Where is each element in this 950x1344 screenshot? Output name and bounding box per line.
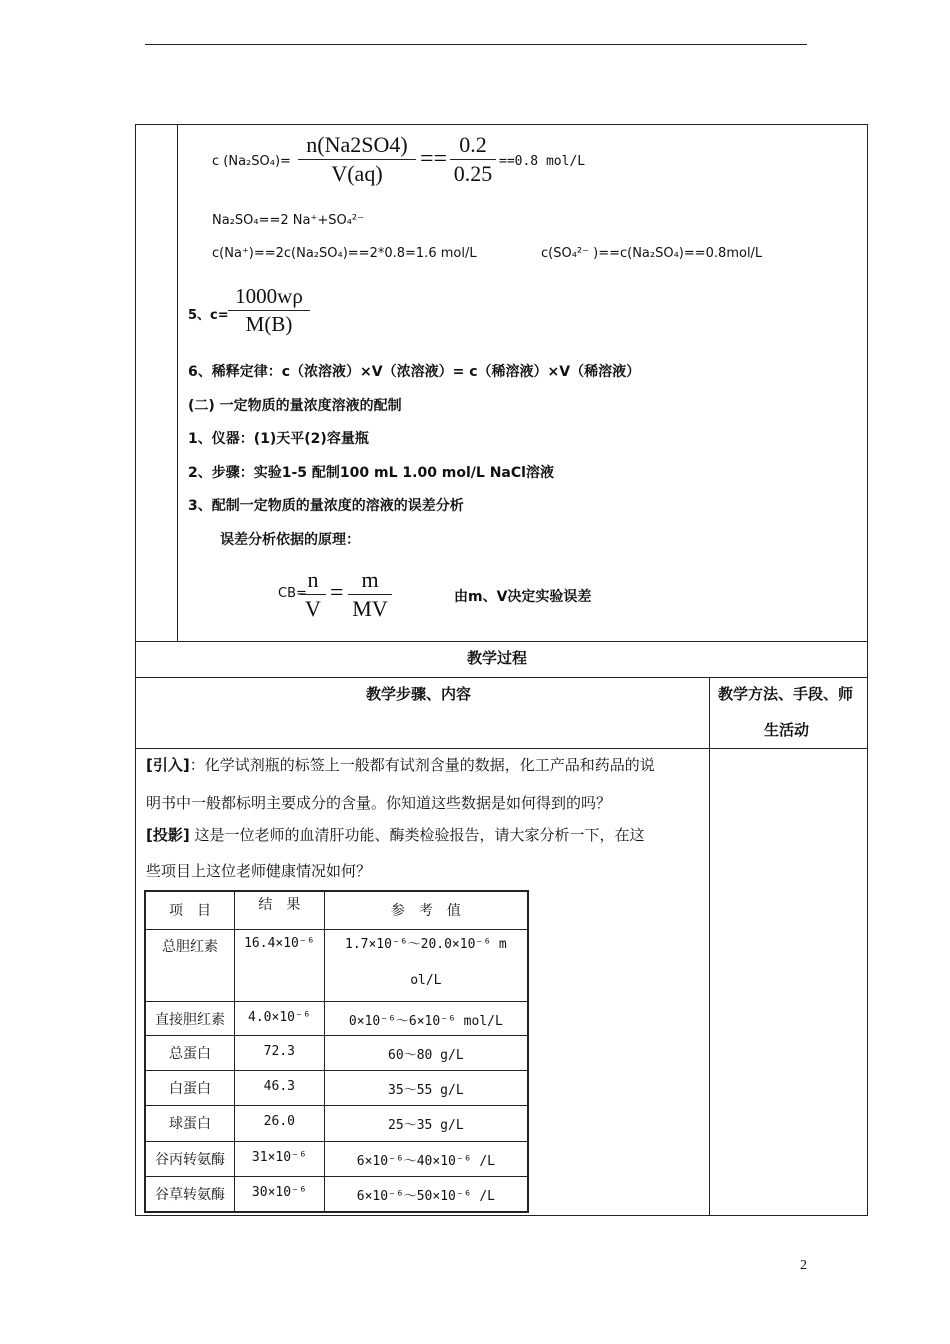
eq-sign: == [420,146,448,172]
na2so4-prefix: c (Na₂SO₄)= [212,154,291,169]
cb-prefix: CB= [278,586,307,601]
table-cell-reference: 6×10⁻⁶～40×10⁻⁶ /L [324,1141,528,1176]
row-divider-1 [135,641,868,642]
table-row [145,1105,528,1141]
table-cell-result: 46.3 [234,1070,324,1105]
cb-fraction-1 [300,569,326,620]
cb-numerator-2: m [361,567,379,592]
table-cell-item: 球蛋白 [145,1105,234,1141]
value-numerator: 0.2 [459,132,487,157]
table-cell-reference: 35～55 g/L [324,1070,528,1105]
inner-left-divider [177,124,178,641]
table-cell-item: 白蛋白 [145,1070,234,1105]
table-cell-result: 16.4×10⁻⁶ [234,929,324,1001]
value-fraction [450,134,496,185]
frame-bottom [135,1215,868,1216]
steps-line: 2、步骤：实验1-5 配制100 mL 1.00 mol/L NaCl溶液 [188,465,554,481]
c-na-equation: c(Na⁺)==2c(Na₂SO₄)==2*0.8=1.6 mol/L [212,246,477,261]
na2so4-numerator: n(Na2SO4) [306,132,408,157]
table-header-result: 结 果 [234,891,324,929]
table-cell-item: 总蛋白 [145,1035,234,1070]
table-cell-item: 谷草转氨酶 [145,1176,234,1212]
cb-note: 由m、V决定实验误差 [454,589,592,605]
item5-prefix: 5、c= [188,308,229,323]
item5-numerator: 1000wρ [235,284,303,308]
table-cell-item: 直接胆红素 [145,1001,234,1035]
frame-left [135,124,136,1216]
column-header-steps: 教学步骤、内容 [366,685,472,703]
error-principle: 误差分析依据的原理： [220,532,360,548]
table-cell-reference: 25～35 g/L [324,1105,528,1141]
page-number: 2 [800,1258,807,1273]
column-header-methods-2: 生活动 [764,721,810,739]
table-cell-reference: 0×10⁻⁶～6×10⁻⁶ mol/L [324,1001,528,1035]
intro-paragraph-line-1 [146,754,655,775]
reference-line-1: 1.7×10⁻⁶～20.0×10⁻⁶ m [345,936,507,952]
table-cell-result: 30×10⁻⁶ [234,1176,324,1212]
na2so4-denominator: V(aq) [331,161,383,186]
table-cell-result: 72.3 [234,1035,324,1070]
projection-text-1: 这是一位老师的血清肝功能、酶类检验报告，请大家分析一下，在这 [189,826,645,844]
table-header-reference: 参 考 值 [324,891,528,929]
error-analysis-title: 3、配制一定物质的量浓度的溶液的误差分析 [188,498,464,514]
table-cell-result: 4.0×10⁻⁶ [234,1001,324,1035]
cb-numerator-1: n [307,567,319,592]
column-divider [709,677,710,1216]
value-denominator: 0.25 [453,161,493,186]
table-cell-result: 31×10⁻⁶ [234,1141,324,1176]
table-header-row [145,891,528,929]
table-cell-reference: 60～80 g/L [324,1035,528,1070]
table-header-item: 项 目 [145,891,234,929]
table-row [145,1070,528,1105]
projection-line-2: 些项目上这位老师健康情况如何？ [146,862,372,880]
projection-tag: [投影] [146,826,190,844]
table-row [145,1141,528,1176]
item5-denominator: M(B) [245,312,293,336]
process-title: 教学过程 [467,649,528,667]
na2so4-result: ==0.8 mol/L [499,154,586,169]
table-cell-reference: 6×10⁻⁶～50×10⁻⁶ /L [324,1176,528,1212]
frame-top [135,124,868,125]
table-row [145,1035,528,1070]
cb-denominator-1: V [305,596,321,621]
lab-results-table [144,890,529,1213]
header-rule [145,44,807,45]
section-heading-preparation: (二) 一定物质的量浓度溶液的配制 [188,398,402,414]
reference-line-2: ol/L [410,972,442,988]
table-row [145,1176,528,1212]
cb-fraction-2 [348,569,392,620]
table-row [145,929,528,1001]
intro-tag: [引入] [146,756,190,774]
dilution-law: 6、稀释定律：c（浓溶液）×V（浓溶液）= c（稀溶液）×V（稀溶液） [188,364,641,380]
table-cell-item: 总胆红素 [145,929,234,1001]
ionization-equation: Na₂SO₄==2 Na⁺+SO₄²⁻ [212,213,365,228]
table-cell-item: 谷丙转氨酶 [145,1141,234,1176]
cb-denominator-2: MV [352,596,388,621]
instruments-line: 1、仪器：(1)天平(2)容量瓶 [188,431,369,447]
na2so4-fraction [298,134,416,185]
column-header-methods-1: 教学方法、手段、师 [718,685,854,703]
intro-paragraph-line-2: 明书中一般都标明主要成分的含量。你知道这些数据是如何得到的吗？ [146,794,612,812]
intro-text-1: ：化学试剂瓶的标签上一般都有试剂含量的数据，化工产品和药品的说 [189,756,655,774]
table-cell-reference [324,929,528,1001]
table-cell-result: 26.0 [234,1105,324,1141]
cb-eq-sign: = [330,580,344,606]
frame-right [867,124,868,1216]
item5-fraction [228,286,310,335]
row-divider-2 [135,677,868,678]
c-so4-equation: c(SO₄²⁻ )==c(Na₂SO₄)==0.8mol/L [541,246,763,261]
row-divider-3 [135,748,868,749]
table-row [145,1001,528,1035]
projection-line-1 [146,824,645,845]
